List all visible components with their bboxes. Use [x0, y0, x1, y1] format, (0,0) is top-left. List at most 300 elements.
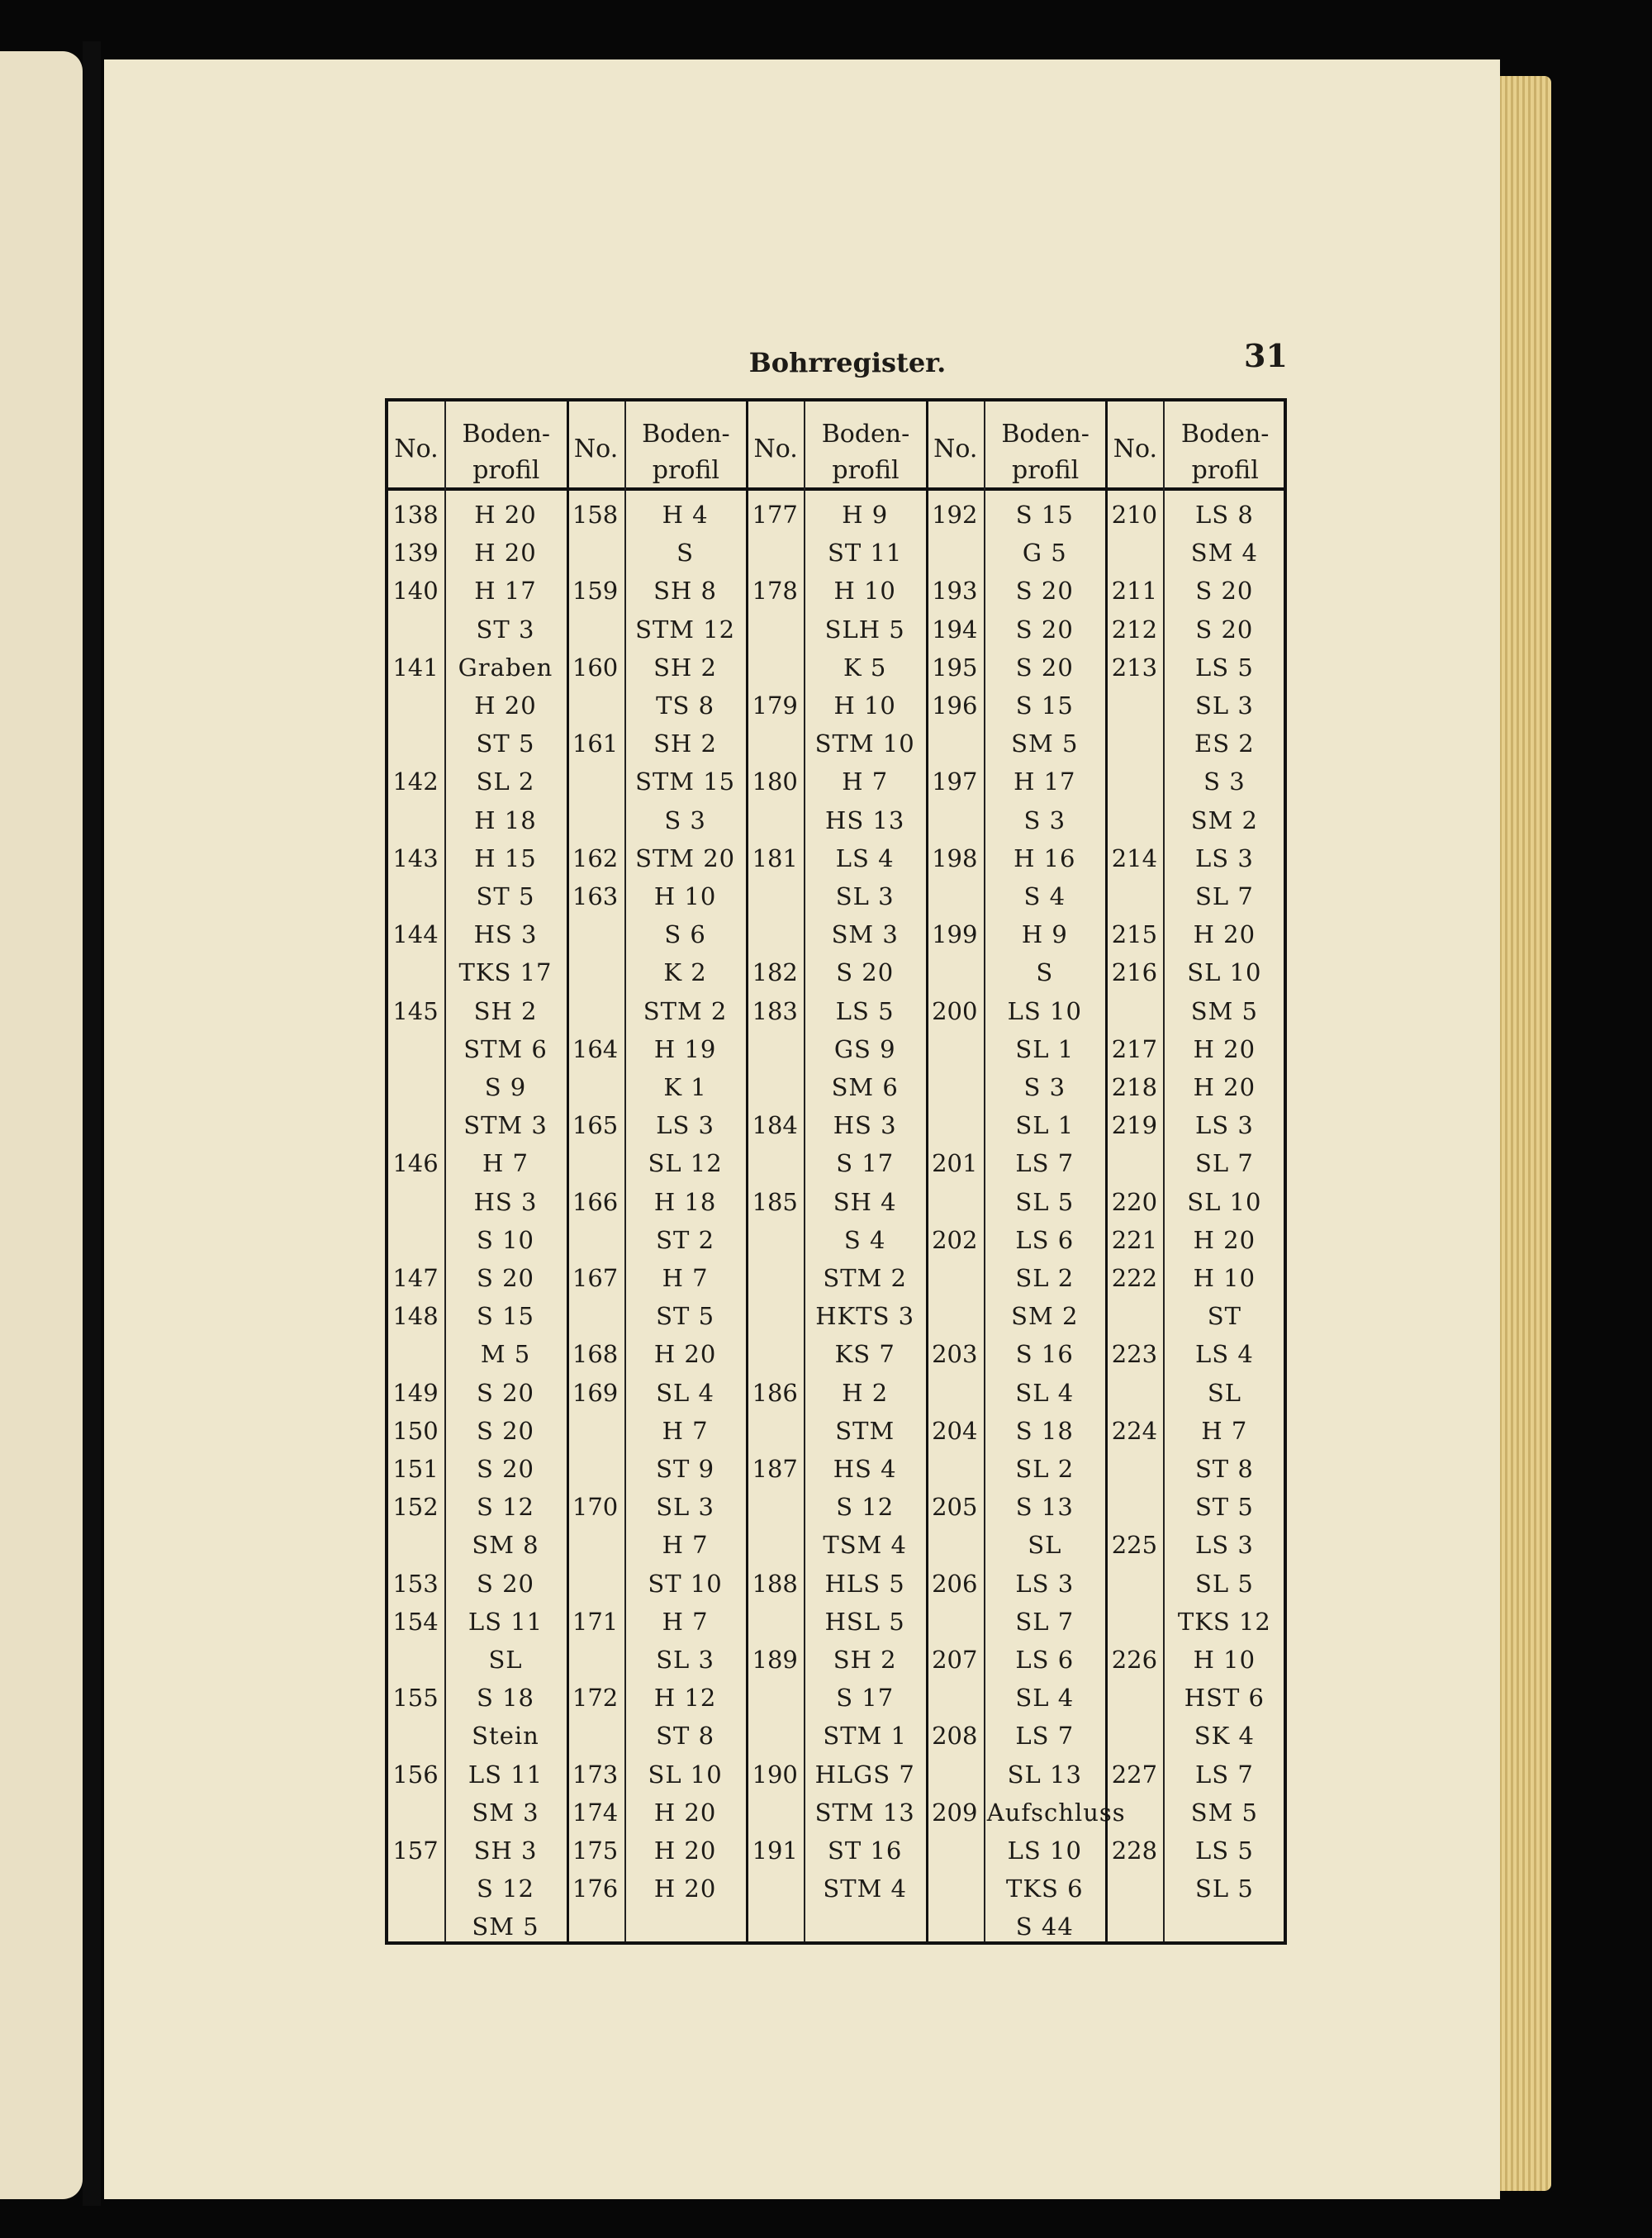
soil-profile-entry: SL 10 [648, 1760, 723, 1789]
soil-profile-entry: SM 8 [472, 1531, 539, 1560]
soil-profile-entry: H 15 [474, 843, 537, 872]
boring-number: 187 [752, 1455, 798, 1483]
boring-number: 219 [1111, 1111, 1158, 1140]
soil-profile-entry: K 2 [663, 958, 707, 987]
boring-number: 198 [932, 843, 978, 872]
soil-profile-entry: S 9 [484, 1073, 527, 1101]
soil-profile-entry: H 7 [842, 767, 889, 796]
boring-number: 200 [932, 996, 978, 1025]
soil-profile-entry: S 3 [1023, 1073, 1066, 1101]
soil-profile-entry: H 20 [474, 539, 537, 568]
boring-number: 166 [572, 1187, 619, 1216]
soil-profile-entry: ES 2 [1194, 729, 1255, 758]
soil-profile-entry: SL 2 [476, 767, 535, 796]
soil-profile-entry: H 9 [842, 501, 889, 529]
soil-profile-entry: LS 3 [1015, 1569, 1075, 1598]
soil-profile-entry: SL 1 [1015, 1034, 1075, 1063]
soil-profile-entry: SM 5 [472, 1913, 539, 1941]
soil-profile-entry: S 20 [477, 1378, 534, 1407]
header-line: profil [472, 456, 540, 485]
soil-profile-entry: S 15 [477, 1302, 534, 1331]
header-line: Boden- [462, 420, 551, 449]
soil-profile-entry: ST 2 [656, 1225, 715, 1254]
soil-profile-entry: ST 5 [476, 882, 535, 910]
boring-number: 189 [752, 1646, 798, 1674]
soil-profile-entry: GS 9 [833, 1034, 896, 1063]
soil-profile-entry: HLGS 7 [814, 1760, 915, 1789]
soil-profile-entry: STM 10 [814, 729, 915, 758]
soil-profile-entry: SL 12 [648, 1149, 723, 1178]
boring-number: 148 [392, 1302, 439, 1331]
boring-number: 149 [392, 1378, 439, 1407]
soil-profile-entry: LS 7 [1015, 1149, 1075, 1178]
boring-number: 190 [752, 1760, 798, 1789]
boring-number: 169 [572, 1378, 619, 1407]
boring-number: 216 [1111, 958, 1158, 987]
soil-profile-entry: STM 15 [635, 767, 736, 796]
boring-number: 176 [572, 1875, 619, 1903]
boring-number: 225 [1111, 1531, 1158, 1560]
soil-profile-entry: H 20 [1193, 920, 1256, 949]
boring-number: 184 [752, 1111, 798, 1140]
soil-profile-entry: S 20 [1195, 615, 1254, 644]
soil-profile-entry: ST 11 [828, 539, 903, 568]
soil-profile-entry: LS 5 [835, 996, 895, 1025]
boring-number: 218 [1111, 1073, 1158, 1101]
boring-number: 168 [572, 1340, 619, 1369]
boring-number: 154 [392, 1607, 439, 1636]
soil-profile-entry: HLS 5 [824, 1569, 905, 1598]
soil-profile-entry: Stein [472, 1722, 539, 1751]
soil-profile-entry: LS 10 [1007, 1836, 1082, 1865]
soil-profile-entry: SM 3 [831, 920, 899, 949]
soil-profile-entry: H 7 [662, 1264, 709, 1292]
boring-number: 171 [572, 1607, 619, 1636]
soil-profile-entry: LS 3 [1194, 843, 1254, 872]
boring-number: 160 [572, 653, 619, 682]
soil-profile-entry: H 20 [653, 1875, 717, 1903]
soil-profile-entry: ST 8 [1194, 1455, 1254, 1483]
soil-profile-entry: SL 4 [656, 1378, 714, 1407]
boring-number: 188 [752, 1569, 798, 1598]
soil-profile-entry: TKS 17 [458, 958, 553, 987]
boring-number: 196 [932, 691, 978, 720]
boring-number: 206 [932, 1569, 978, 1598]
boring-number: 205 [932, 1493, 978, 1522]
boring-number: 142 [392, 767, 439, 796]
soil-profile-entry: SL 4 [1015, 1378, 1075, 1407]
soil-profile-entry: STM 6 [463, 1034, 548, 1063]
header-no: No. [933, 435, 978, 463]
boring-number: 178 [752, 577, 798, 606]
boring-number: 223 [1111, 1340, 1158, 1369]
boring-number: 191 [752, 1836, 798, 1865]
boring-number: 147 [392, 1264, 439, 1292]
soil-profile-entry: HS 4 [833, 1455, 897, 1483]
soil-profile-entry: S 3 [1023, 805, 1066, 834]
soil-profile-entry: SM 4 [1190, 539, 1258, 568]
soil-profile-entry: S 3 [664, 805, 706, 834]
soil-profile-entry: S 4 [1023, 882, 1066, 910]
boring-number: 186 [752, 1378, 798, 1407]
bohrregister-table [385, 398, 1287, 1945]
soil-profile-entry: SH 2 [473, 996, 538, 1025]
soil-profile-entry: SL 2 [1015, 1455, 1075, 1483]
soil-profile-entry: SH 3 [473, 1836, 538, 1865]
boring-number: 215 [1111, 920, 1158, 949]
boring-number: 141 [392, 653, 439, 682]
header-bodenprofil [444, 416, 568, 489]
soil-profile-entry: SL [1207, 1378, 1241, 1407]
boring-number: 228 [1111, 1836, 1158, 1865]
soil-profile-entry: ST 5 [476, 729, 535, 758]
soil-profile-entry: LS 11 [468, 1607, 544, 1636]
soil-profile-entry: LS 8 [1194, 501, 1254, 529]
boring-number: 209 [932, 1798, 978, 1827]
boring-number: 181 [752, 843, 798, 872]
page-number: 31 [1244, 337, 1288, 374]
soil-profile-entry: STM 1 [823, 1722, 907, 1751]
soil-profile-entry: S 3 [1203, 767, 1246, 796]
soil-profile-entry: ST 3 [476, 615, 535, 644]
soil-profile-entry: SL 3 [1194, 691, 1254, 720]
soil-profile-entry: SK 4 [1194, 1722, 1255, 1751]
soil-profile-entry: S 18 [1015, 1416, 1074, 1445]
boring-number: 156 [392, 1760, 439, 1789]
boring-number: 213 [1111, 653, 1158, 682]
soil-profile-entry: S 20 [477, 1569, 534, 1598]
boring-number: 151 [392, 1455, 439, 1483]
soil-profile-entry: STM 2 [643, 996, 728, 1025]
soil-profile-entry: SH 2 [653, 653, 717, 682]
soil-profile-entry: SL [1028, 1531, 1062, 1560]
soil-profile-entry: HST 6 [1184, 1684, 1265, 1713]
boring-number: 185 [752, 1187, 798, 1216]
header-bodenprofil [984, 416, 1108, 489]
boring-number: 217 [1111, 1034, 1158, 1063]
soil-profile-entry: K 5 [843, 653, 887, 682]
soil-profile-entry: SH 4 [833, 1187, 897, 1216]
soil-profile-entry: LS 4 [835, 843, 895, 872]
soil-profile-entry: S 18 [477, 1684, 534, 1713]
boring-number: 152 [392, 1493, 439, 1522]
no-divider [984, 402, 985, 1941]
header-no: No. [394, 435, 439, 463]
soil-profile-entry: H 7 [1201, 1416, 1248, 1445]
boring-number: 210 [1111, 501, 1158, 529]
soil-profile-entry: S 15 [1015, 691, 1074, 720]
soil-profile-entry: SL 3 [835, 882, 895, 910]
soil-profile-entry: SL 10 [1187, 1187, 1262, 1216]
soil-profile-entry: H 2 [842, 1378, 889, 1407]
boring-number: 226 [1111, 1646, 1158, 1674]
soil-profile-entry: LS 11 [468, 1760, 544, 1789]
soil-profile-entry: SL 3 [656, 1493, 714, 1522]
boring-number: 174 [572, 1798, 619, 1827]
soil-profile-entry: S [1036, 958, 1054, 987]
soil-profile-entry: H 12 [653, 1684, 717, 1713]
soil-profile-entry: H 7 [482, 1149, 529, 1178]
soil-profile-entry: SM 3 [472, 1798, 539, 1827]
boring-number: 199 [932, 920, 978, 949]
header-line: Boden- [1001, 420, 1089, 449]
soil-profile-entry: S 20 [477, 1264, 534, 1292]
boring-number: 143 [392, 843, 439, 872]
soil-profile-entry: LS 4 [1194, 1340, 1254, 1369]
boring-number: 139 [392, 539, 439, 568]
soil-profile-entry: LS 5 [1194, 653, 1254, 682]
header-line: Boden- [1180, 420, 1270, 449]
soil-profile-entry: SM 2 [1190, 805, 1258, 834]
facing-page-edge [0, 51, 83, 2199]
boring-number: 170 [572, 1493, 619, 1522]
soil-profile-entry: H 20 [1193, 1073, 1256, 1101]
soil-profile-entry: SL 7 [1015, 1607, 1075, 1636]
boring-number: 175 [572, 1836, 619, 1865]
soil-profile-entry: TSM 4 [823, 1531, 907, 1560]
boring-number: 208 [932, 1722, 978, 1751]
soil-profile-entry: LS 7 [1194, 1760, 1254, 1789]
soil-profile-entry: HS 13 [825, 805, 905, 834]
soil-profile-entry: ST 5 [656, 1302, 715, 1331]
book-gutter [83, 41, 101, 2206]
soil-profile-entry: K 1 [663, 1073, 707, 1101]
soil-profile-entry: STM 12 [635, 615, 736, 644]
soil-profile-entry: H 19 [653, 1034, 717, 1063]
soil-profile-entry: H 7 [662, 1607, 709, 1636]
soil-profile-entry: SL [488, 1646, 523, 1674]
boring-number: 195 [932, 653, 978, 682]
soil-profile-entry: SL 3 [656, 1646, 714, 1674]
boring-number: 227 [1111, 1760, 1158, 1789]
soil-profile-entry: STM 13 [814, 1798, 915, 1827]
boring-number: 179 [752, 691, 798, 720]
soil-profile-entry: SL 1 [1015, 1111, 1075, 1140]
soil-profile-entry: STM 3 [463, 1111, 548, 1140]
boring-number: 207 [932, 1646, 978, 1674]
boring-number: 212 [1111, 615, 1158, 644]
header-no: No. [1113, 435, 1158, 463]
boring-number: 177 [752, 501, 798, 529]
book-page [104, 59, 1500, 2199]
soil-profile-entry: S [676, 539, 695, 568]
soil-profile-entry: SH 8 [653, 577, 717, 606]
soil-profile-entry: H 20 [653, 1836, 717, 1865]
soil-profile-entry: STM [835, 1416, 895, 1445]
boring-number: 203 [932, 1340, 978, 1369]
soil-profile-entry: H 9 [1021, 920, 1068, 949]
boring-number: 220 [1111, 1187, 1158, 1216]
boring-number: 194 [932, 615, 978, 644]
soil-profile-entry: H 20 [1193, 1034, 1256, 1063]
soil-profile-entry: SM 2 [1011, 1302, 1079, 1331]
soil-profile-entry: LS 3 [656, 1111, 714, 1140]
boring-number: 224 [1111, 1416, 1158, 1445]
soil-profile-entry: LS 10 [1007, 996, 1082, 1025]
boring-number: 161 [572, 729, 619, 758]
soil-profile-entry: S 20 [1015, 653, 1074, 682]
soil-profile-entry: H 7 [662, 1531, 709, 1560]
soil-profile-entry: SH 2 [653, 729, 717, 758]
boring-number: 159 [572, 577, 619, 606]
soil-profile-entry: HSL 5 [824, 1607, 905, 1636]
boring-number: 146 [392, 1149, 439, 1178]
boring-number: 201 [932, 1149, 978, 1178]
soil-profile-entry: SM 5 [1190, 996, 1258, 1025]
soil-profile-entry: H 20 [1193, 1225, 1256, 1254]
soil-profile-entry: HKTS 3 [815, 1302, 915, 1331]
soil-profile-entry: H 7 [662, 1416, 709, 1445]
soil-profile-entry: SL 7 [1194, 1149, 1254, 1178]
soil-profile-entry: ST 8 [656, 1722, 715, 1751]
soil-profile-entry: ST [1207, 1302, 1241, 1331]
page-edges [1493, 76, 1551, 2191]
soil-profile-entry: SM 5 [1190, 1798, 1258, 1827]
boring-number: 155 [392, 1684, 439, 1713]
soil-profile-entry: M 5 [480, 1340, 531, 1369]
soil-profile-entry: STM 20 [635, 843, 736, 872]
soil-profile-entry: S 20 [1195, 577, 1254, 606]
soil-profile-entry: SLH 5 [824, 615, 905, 644]
header-line: Boden- [642, 420, 730, 449]
soil-profile-entry: LS 5 [1194, 1836, 1254, 1865]
soil-profile-entry: SL 4 [1015, 1684, 1075, 1713]
boring-number: 211 [1111, 577, 1158, 606]
soil-profile-entry: ST 9 [656, 1455, 715, 1483]
no-divider [624, 402, 626, 1941]
boring-number: 183 [752, 996, 798, 1025]
boring-number: 202 [932, 1225, 978, 1254]
soil-profile-entry: S 20 [477, 1455, 534, 1483]
boring-number: 180 [752, 767, 798, 796]
boring-number: 164 [572, 1034, 619, 1063]
boring-number: 221 [1111, 1225, 1158, 1254]
soil-profile-entry: Aufschluss [986, 1798, 1126, 1827]
boring-number: 167 [572, 1264, 619, 1292]
boring-number: 192 [932, 501, 978, 529]
boring-number: 138 [392, 501, 439, 529]
no-divider [1163, 402, 1165, 1941]
soil-profile-entry: S 17 [836, 1149, 895, 1178]
header-line: profil [1191, 456, 1259, 485]
soil-profile-entry: SM 5 [1011, 729, 1079, 758]
boring-number: 163 [572, 882, 619, 910]
soil-profile-entry: TS 8 [656, 691, 715, 720]
soil-profile-entry: S 12 [477, 1875, 534, 1903]
boring-number: 214 [1111, 843, 1158, 872]
soil-profile-entry: H 18 [474, 805, 537, 834]
running-head: Bohrregister. [748, 347, 947, 378]
soil-profile-entry: H 10 [833, 577, 896, 606]
soil-profile-entry: S 20 [1015, 615, 1074, 644]
soil-profile-entry: ST 5 [1194, 1493, 1254, 1522]
soil-profile-entry: H 20 [653, 1340, 717, 1369]
boring-number: 182 [752, 958, 798, 987]
soil-profile-entry: Graben [458, 653, 553, 682]
soil-profile-entry: S 17 [836, 1684, 895, 1713]
soil-profile-entry: ST 16 [828, 1836, 903, 1865]
no-divider [444, 402, 446, 1941]
boring-number: 145 [392, 996, 439, 1025]
soil-profile-entry: SL 10 [1187, 958, 1262, 987]
soil-profile-entry: LS 3 [1194, 1111, 1254, 1140]
header-bodenprofil [804, 416, 928, 489]
boring-number: 204 [932, 1416, 978, 1445]
soil-profile-entry: H 16 [1014, 843, 1076, 872]
boring-number: 162 [572, 843, 619, 872]
soil-profile-entry: LS 6 [1015, 1646, 1075, 1674]
header-bodenprofil [1163, 416, 1287, 489]
soil-profile-entry: SL 2 [1015, 1264, 1075, 1292]
soil-profile-entry: H 4 [662, 501, 709, 529]
header-no: No. [753, 435, 798, 463]
soil-profile-entry: SL 13 [1007, 1760, 1082, 1789]
soil-profile-entry: H 20 [474, 691, 537, 720]
soil-profile-entry: TKS 12 [1177, 1607, 1271, 1636]
soil-profile-entry: STM 2 [823, 1264, 907, 1292]
soil-profile-entry: SL 7 [1194, 882, 1254, 910]
no-divider [804, 402, 805, 1941]
soil-profile-entry: SL 5 [1194, 1875, 1254, 1903]
soil-profile-entry: G 5 [1022, 539, 1067, 568]
soil-profile-entry: HS 3 [473, 920, 538, 949]
soil-profile-entry: LS 7 [1015, 1722, 1075, 1751]
soil-profile-entry: H 10 [1193, 1646, 1256, 1674]
soil-profile-entry: SL 5 [1194, 1569, 1254, 1598]
soil-profile-entry: S 20 [1015, 577, 1074, 606]
soil-profile-entry: S 12 [836, 1493, 895, 1522]
soil-profile-entry: S 15 [1015, 501, 1074, 529]
soil-profile-entry: S 16 [1015, 1340, 1074, 1369]
soil-profile-entry: H 17 [474, 577, 537, 606]
soil-profile-entry: S 6 [664, 920, 706, 949]
boring-number: 157 [392, 1836, 439, 1865]
soil-profile-entry: S 20 [836, 958, 895, 987]
soil-profile-entry: ST 10 [648, 1569, 723, 1598]
soil-profile-entry: KS 7 [834, 1340, 895, 1369]
boring-number: 140 [392, 577, 439, 606]
header-line: Boden- [821, 420, 910, 449]
soil-profile-entry: H 17 [1014, 767, 1076, 796]
column-divider [746, 402, 748, 1941]
soil-profile-entry: H 20 [474, 501, 537, 529]
soil-profile-entry: S 20 [477, 1416, 534, 1445]
boring-number: 144 [392, 920, 439, 949]
soil-profile-entry: S 4 [843, 1225, 886, 1254]
soil-profile-entry: TKS 6 [1006, 1875, 1084, 1903]
header-line: profil [1011, 456, 1080, 485]
boring-number: 172 [572, 1684, 619, 1713]
soil-profile-entry: S 13 [1015, 1493, 1074, 1522]
soil-profile-entry: STM 4 [823, 1875, 907, 1903]
boring-number: 222 [1111, 1264, 1158, 1292]
boring-number: 165 [572, 1111, 619, 1140]
boring-number: 158 [572, 501, 619, 529]
soil-profile-entry: S 12 [477, 1493, 534, 1522]
soil-profile-entry: H 10 [1193, 1264, 1256, 1292]
soil-profile-entry: SL 5 [1015, 1187, 1075, 1216]
soil-profile-entry: S 10 [477, 1225, 534, 1254]
soil-profile-entry: LS 6 [1015, 1225, 1075, 1254]
soil-profile-entry: H 10 [653, 882, 717, 910]
boring-number: 197 [932, 767, 978, 796]
header-no: No. [573, 435, 619, 463]
header-bodenprofil [624, 416, 748, 489]
soil-profile-entry: HS 3 [473, 1187, 538, 1216]
boring-number: 150 [392, 1416, 439, 1445]
header-line: profil [652, 456, 719, 485]
boring-number: 153 [392, 1569, 439, 1598]
